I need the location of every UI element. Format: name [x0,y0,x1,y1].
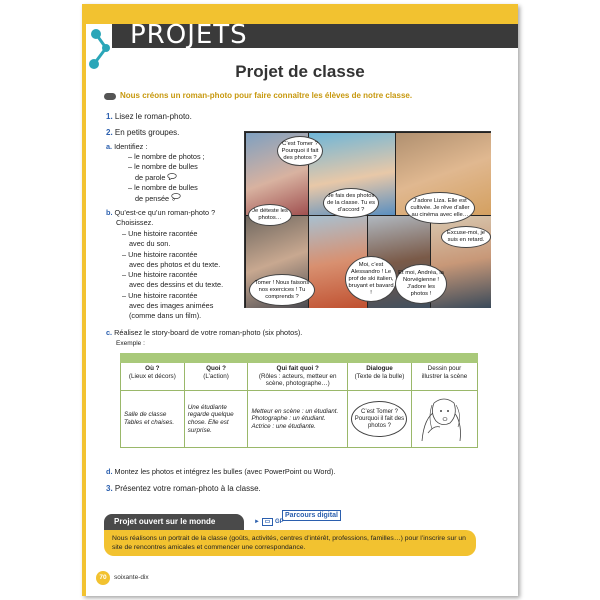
sub-b-label: b. [106,208,113,217]
sub-b-text: Qu’est-ce qu’un roman-photo ? [114,208,216,217]
project-body: Nous réalisons un portrait de la classe (goûts, activités, centres d’intérêt, professions, familles…) pour l’inscrire sur un site de rencontres amicales et commencer une correspondance. [104,530,476,556]
table-row [121,390,478,448]
sub-c-label: c. [106,328,113,337]
list-item: – le nombre de bulles [128,162,198,172]
sub-d-label: d. [106,467,113,476]
speech-bubble: Je fais des photos de la classe. Tu es d’accord ? [323,188,379,218]
parcours-digital-badge: Parcours digital [282,510,341,521]
step-2-text: En petits groupes. [114,128,180,137]
table-cell: Metteur en scène : un étudiant. Photographe : un étudiant. Actrice : une étudiante. [248,390,348,448]
step-1-number: 1. [106,112,113,121]
speech-bubble: Tomer ! Nous faisons nos exercices ! Tu comprends ? [249,274,315,306]
list-item: – Une histoire racontée [122,290,198,300]
exemple-label: Exemple : [116,340,145,347]
sub-a-label: a. [106,142,113,151]
intro-marker [104,93,116,100]
sketch-drawing [414,393,474,443]
sub-b-list [122,229,223,322]
step-2 [106,128,179,138]
table-header-row [121,363,478,391]
sub-a [106,142,147,152]
sub-c-text: Réalisez le story-board de votre roman-photo (six photos). [114,328,303,337]
step-3 [106,484,261,494]
list-item: avec des photos et du texte. [129,259,221,269]
roman-photo-grid [244,131,491,308]
section-title: PROJETS [130,20,248,50]
list-item: avec des dessins et du texte. [129,280,224,290]
project-box [104,514,476,558]
list-item: – le nombre de bulles [128,182,198,192]
speech-bubble: Je déteste les photos… [248,204,292,226]
sub-a-text: Identifiez : [114,142,148,151]
table-cell: Une étudiante regarde quelque chose. Elle est surprise. [184,390,248,448]
table-cell: Salle de classe Tables et chaises. [121,390,185,448]
column-header: Quoi ? (L’action) [184,363,248,391]
list-item: avec du son. [129,239,171,249]
gp-badge: ► ▭ GP [254,519,284,525]
left-yellow-bar [82,24,86,596]
list-item: – le nombre de photos ; [128,152,205,161]
step-2-number: 2. [106,128,113,137]
column-header: Où ? (Lieux et décors) [121,363,185,391]
table-cell [411,390,477,448]
column-header: Dessin pour illustrer la scène [411,363,477,391]
step-1-text: Lisez le roman-photo. [114,112,192,121]
speech-bubble: Et moi, Andréa, la Norvégienne ! J’adore les photos ! [395,264,447,304]
list-item: – Une histoire racontée [122,229,198,238]
speech-bubble-icon [167,173,177,180]
table-cell [348,390,412,448]
page-number: 70 [96,571,110,585]
list-item: – Une histoire racontée [122,270,198,280]
page-number-text: soixante-dix [114,574,149,581]
speech-bubble: J’adore Liza. Elle est cultivée. Je rêve d’aller au cinéma avec elle… [405,192,475,224]
table-header-band [121,354,478,363]
column-header: Qui fait quoi ? (Rôles : acteurs, metteur en scène, photographe…) [248,363,348,391]
speech-bubble: Moi, c’est Alessandro ! Le prof de ski italien, bruyant et bavard ! [345,256,397,302]
sub-c [106,328,302,338]
textbook-page [82,4,518,596]
list-item: de pensée [128,193,205,204]
list-item: – Une histoire racontée [122,249,198,259]
step-1 [106,112,192,122]
project-heading: Projet ouvert sur le monde [104,514,244,530]
sub-a-list [128,152,205,204]
list-item: (comme dans un film). [129,311,202,321]
intro-text: Nous créons un roman-photo pour faire connaître les élèves de notre classe. [120,91,413,100]
list-item: de parole [128,173,205,183]
thought-bubble-icon [171,193,181,201]
sub-b-text-2: Choisissez. [116,218,154,227]
speech-bubble: Excuse-moi, je suis en retard. [441,226,491,248]
dialogue-bubble: C’est Tomer ? Pourquoi il fait des photos ? [351,401,407,437]
step-3-number: 3. [106,484,113,493]
sub-d [106,467,335,477]
sub-d-text: Montez les photos et intégrez les bulles (avec PowerPoint ou Word). [114,467,336,476]
book-icon: ▭ [262,518,274,526]
page-title: Projet de classe [235,62,365,81]
list-item: avec des images animées [129,301,214,311]
speech-bubble: C’est Tomer ? Pourquoi il fait des photos ? [277,136,323,166]
step-3-text: Présentez votre roman-photo à la classe. [114,484,261,493]
column-header: Dialogue (Texte de la bulle) [348,363,412,391]
sub-b [106,208,215,218]
storyboard-table [120,353,478,448]
